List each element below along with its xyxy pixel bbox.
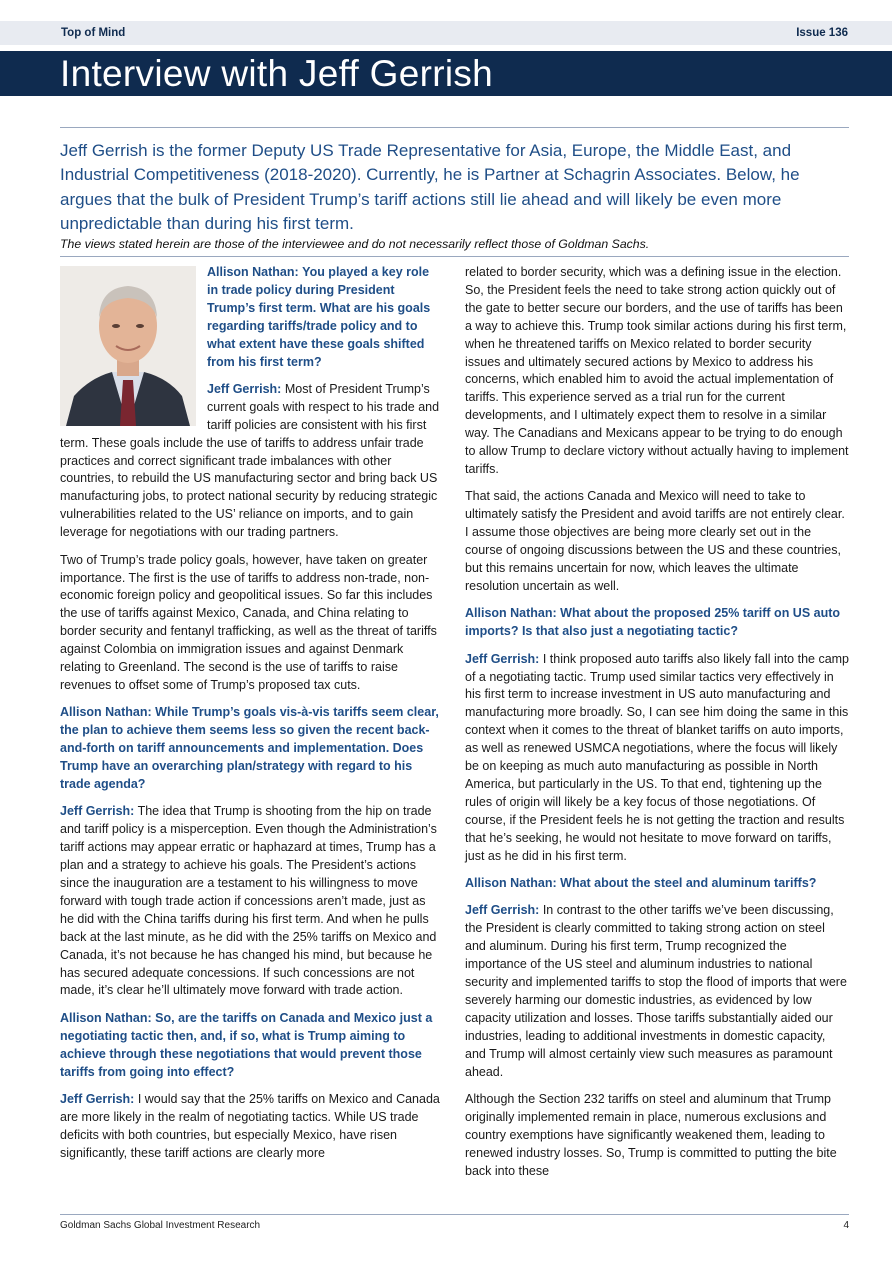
question-3: So, are the tariffs on Canada and Mexico just a negotiating tactic then, and, if so, what is Trump aiming to achieve through these negotiations that would prevent those tariffs from going into effect? [60,1010,433,1079]
section-label: Top of Mind [61,27,126,39]
disclaimer: The views stated herein are those of the interviewee and do not necessarily reflect those of Goldman Sachs. [60,237,650,251]
answer-2: The idea that Trump is shooting from the hip on trade and tariff policy is a misperception. Even though the Administration’s tariff actions may appear erratic or haphazard at times, Trump has a plan and a strategy to achieve his goals. The President’s actions since the inauguration are a testament to his willingness to move forward with tough trade action if concessions aren’t made, just as he did with the China tariffs during his first term. And when he pulls back at the last minute, as he did with the 25% tariffs on Mexico and Canada, it’s not because he has changed his mind, but because he has secured adequate concessions. If such concessions are not made, it’s clear he’ll ultimately move forward with trade action. [60,804,437,998]
top-bar [0,21,892,45]
speaker-an: Allison Nathan: [465,876,557,890]
answer-5b: Although the Section 232 tariffs on steel and aluminum that Trump originally implemented remain in place, numerous exclusions and country exemptions have significantly weakened them, leading to renewed industry losses. So, Trump is committed to putting the bite back into these [465,1091,837,1178]
question-5: What about the steel and aluminum tariffs? [560,876,817,890]
answer-5: In contrast to the other tariffs we’ve been discussing, the President is clearly committed to taking strong action on steel and aluminum. During his first term, Trump recognized the importance of the US steel and aluminum industries to national security and implemented tariffs to stop the flood of imports that were severely harming our domestic industries, as evidenced by low capacity utilization and losses. Those tariffs substantially aided our industries, leading to additional investments in domestic capacity, and Trump will almost certainly view such measures as paramount ahead. [465,903,847,1079]
title-bar [0,51,892,96]
answer-3-cont: related to border security, which was a defining issue in the election. So, the President feels the need to take strong action quickly out of the gate to better secure our borders, and the use of tariffs has been a way to achieve this. Trump took similar actions during his first term, when he threatened tariffs on Mexico related to border security issues and ultimately secured actions by Mexico to address his concerns, which enabled him to avoid the actual implementation of tariffs. This experience served as a trial run for the current developments, and I ultimately expect them to resolve in a similar way. The Canadians and Mexicans appear to be trying to do enough to allow Trump to declare victory without actually having to implement tariffs. [465,265,849,476]
speaker-jg: Jeff Gerrish: [465,903,540,918]
intro-text: Jeff Gerrish is the former Deputy US Trade Representative for Asia, Europe, the Middle East, and Industrial Competitiveness (2018-2020). Currently, he is Partner at Schagrin Associates. Below, he argues that the bulk of President Trump’s tariff actions still lie ahead and will likely be even more unpredictable than during his first term. [60,141,800,234]
speaker-an: Allison Nathan: [60,1010,152,1025]
issue-label: Issue 136 [796,27,848,39]
answer-3b: That said, the actions Canada and Mexico will need to take to ultimately satisfy the President and avoid tariffs are not entirely clear. I assume those objectives are being more clearly set out in the course of ongoing discussions between the US and these countries, but this remains uncertain for now, which leaves the ultimate resolution uncertain as well. [465,489,845,593]
divider-bottom [60,256,849,257]
speaker-an: Allison Nathan: [207,265,299,279]
divider-top [60,127,849,128]
answer-1b: Two of Trump’s trade policy goals, however, have taken on greater importance. The first is the use of tariffs to address non-trade, non-economic foreign policy and geopolitical issues. So far this includes the use of tariffs against Mexico, Canada, and China relating to border security and fentanyl trafficking, as well as the threat of tariffs against Colombia on immigration issues and against Denmark relating to Greenland. The second is the use of tariffs to raise revenues to offset some of Trump’s proposed tax cuts. [60,552,437,692]
speaker-jg: Jeff Gerrish: [207,381,282,396]
right-column [465,264,849,1190]
page-title: Interview with Jeff Gerrish [60,53,494,94]
answer-4: I think proposed auto tariffs also likely fall into the camp of a negotiating tactic. Trump used similar tactics very effectively in his first term to increase investment in US auto manufacturing and manufacturing more broadly. So, I can see him doing the same in this context when it comes to the threat of blanket tariffs on auto imports, as well as renewed USMCA negotiations, where the focus will likely be on keeping as much auto manufacturing as possible in North America, but particularly in the US. To that end, tightening up the rules of origin will likely be a key focus of those negotiations. Of course, if the President feels he is not getting the traction and results that he’s seeking, he would not hesitate to move forward on tariffs, just as he did in his first term. [465,651,850,863]
footer-divider [60,1214,849,1215]
question-1: You played a key role in trade policy during President Trump’s first term. What are his goals regarding tariffs/trade policy and to what extent have these goals shifted from his first term? [207,265,431,369]
speaker-jg: Jeff Gerrish: [60,1091,135,1106]
portrait-photo [60,266,196,426]
footer [60,1220,849,1231]
speaker-an: Allison Nathan: [60,705,152,720]
speaker-an: Allison Nathan: [465,606,557,621]
question-2: While Trump’s goals vis-à-vis tariffs seem clear, the plan to achieve them seems less so given the recent back-and-forth on tariff announcements and implementation. Does Trump have an overarching plan/strategy with regard to his trade agenda? [60,705,439,791]
left-column [60,264,442,1172]
speaker-jg: Jeff Gerrish: [60,804,135,819]
footer-source: Goldman Sachs Global Investment Research [60,1220,261,1231]
page-number: 4 [843,1220,849,1231]
answer-3: I would say that the 25% tariffs on Mexico and Canada are more likely in the realm of negotiating tactics. While US trade deficits with both countries, but especially Mexico, have risen significantly, these tariff actions are clearly more [60,1091,440,1160]
answer-1: Most of President Trump’s current goals with respect to his trade and tariff policies are consistent with his first term. These goals include the use of tariffs to address unfair trade practices and correct significant trade imbalances with other countries, to rebuild the US manufacturing sector and bring back US manufacturing jobs, to protect national security by reducing strategic vulnerabilities related to the US’ reliance on imports, and to gain leverage for negotiations with our trading partners. [60,381,440,540]
question-4: What about the proposed 25% tariff on US auto imports? Is that also just a negotiating tactic? [465,606,841,639]
speaker-jg: Jeff Gerrish: [465,651,540,666]
